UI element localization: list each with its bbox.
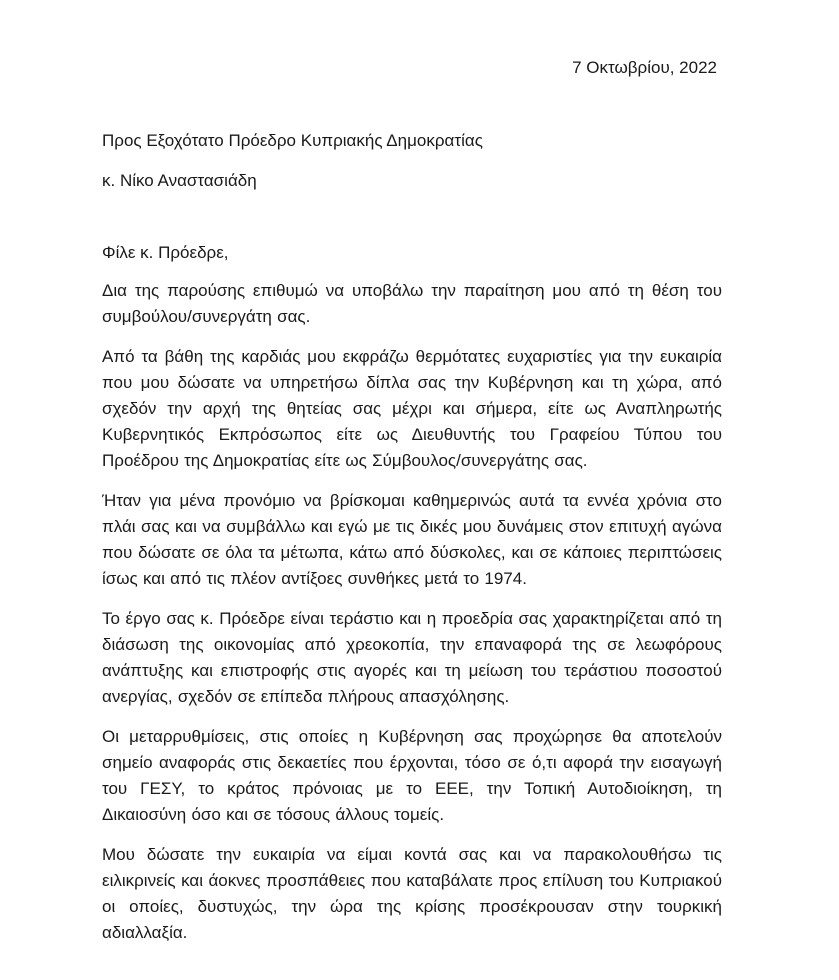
salutation: Φίλε κ. Πρόεδρε, bbox=[102, 243, 229, 262]
paragraph-reforms: Οι μεταρρυθμίσεις, στις οποίες η Κυβέρνηση σας προχώρησε θα αποτελούν σημείο αναφοράς στις δεκαετίες που έρχονται, τόσο σε ό,τι αφορά την εισαγωγή του ΓΕΣΥ, το κράτος πρόνοιας με το ΕΕΕ, την Τοπική Αυτοδιοίκηση, τη Δικαιοσύνη όσο και σε τόσους άλλους τομείς. bbox=[102, 727, 722, 824]
recipient-name: κ. Νίκο Αναστασιάδη bbox=[102, 171, 257, 190]
letter-date: 7 Οκτωβρίου, 2022 bbox=[572, 58, 717, 77]
paragraph-cyprus-problem: Μου δώσατε την ευκαιρία να είμαι κοντά σας και να παρακολουθήσω τις ειλικρινείς και άοκνες προσπάθειες που καταβάλατε προς επίλυση του Κυπριακού οι οποίες, δυστυχώς, την ώρα της κρίσης προσέκρουσαν στην τουρκική αδιαλλαξία. bbox=[102, 845, 722, 942]
paragraph-thanks: Από τα βάθη της καρδιάς μου εκφράζω θερμότατες ευχαριστίες για την ευκαιρία που μου δώσατε να υπηρετήσω δίπλα σας την Κυβέρνηση και τη χώρα, από σχεδόν την αρχή της θητείας σας μέχρι και σήμερα, είτε ως Αναπληρωτής Κυβερνητικός Εκπρόσωπος είτε ως Διευθυντής του Γραφείου Τύπου του Προέδρου της Δημοκρατίας είτε ως Σύμβουλος/συνεργάτης σας. bbox=[102, 347, 722, 470]
recipient-title: Προς Εξοχότατο Πρόεδρο Κυπριακής Δημοκρατίας bbox=[102, 131, 483, 150]
letter-body bbox=[102, 278, 722, 960]
paragraph-privilege: Ήταν για μένα προνόμιο να βρίσκομαι καθημερινώς αυτά τα εννέα χρόνια στο πλάι σας και να συμβάλλω και εγώ με τις δικές μου δυνάμεις στον επιτυχή αγώνα που δώσατε σε όλα τα μέτωπα, κάτω από δύσκολες, και σε κάποιες περιπτώσεις ίσως και από τις πλέον αντίξοες συνθήκες μετά το 1974. bbox=[102, 491, 722, 588]
paragraph-achievements: Το έργο σας κ. Πρόεδρε είναι τεράστιο και η προεδρία σας χαρακτηρίζεται από τη διάσωση της οικονομίας από χρεοκοπία, την επαναφορά της σε λεωφόρους ανάπτυξης και επιστροφής στις αγορές και τη μείωση του τεράστιου ποσοστού ανεργίας, σχεδόν σε επίπεδα πλήρους απασχόλησης. bbox=[102, 609, 722, 706]
paragraph-resignation: Δια της παρούσης επιθυμώ να υποβάλω την παραίτηση μου από τη θέση του συμβούλου/συνεργάτη σας. bbox=[102, 281, 722, 326]
